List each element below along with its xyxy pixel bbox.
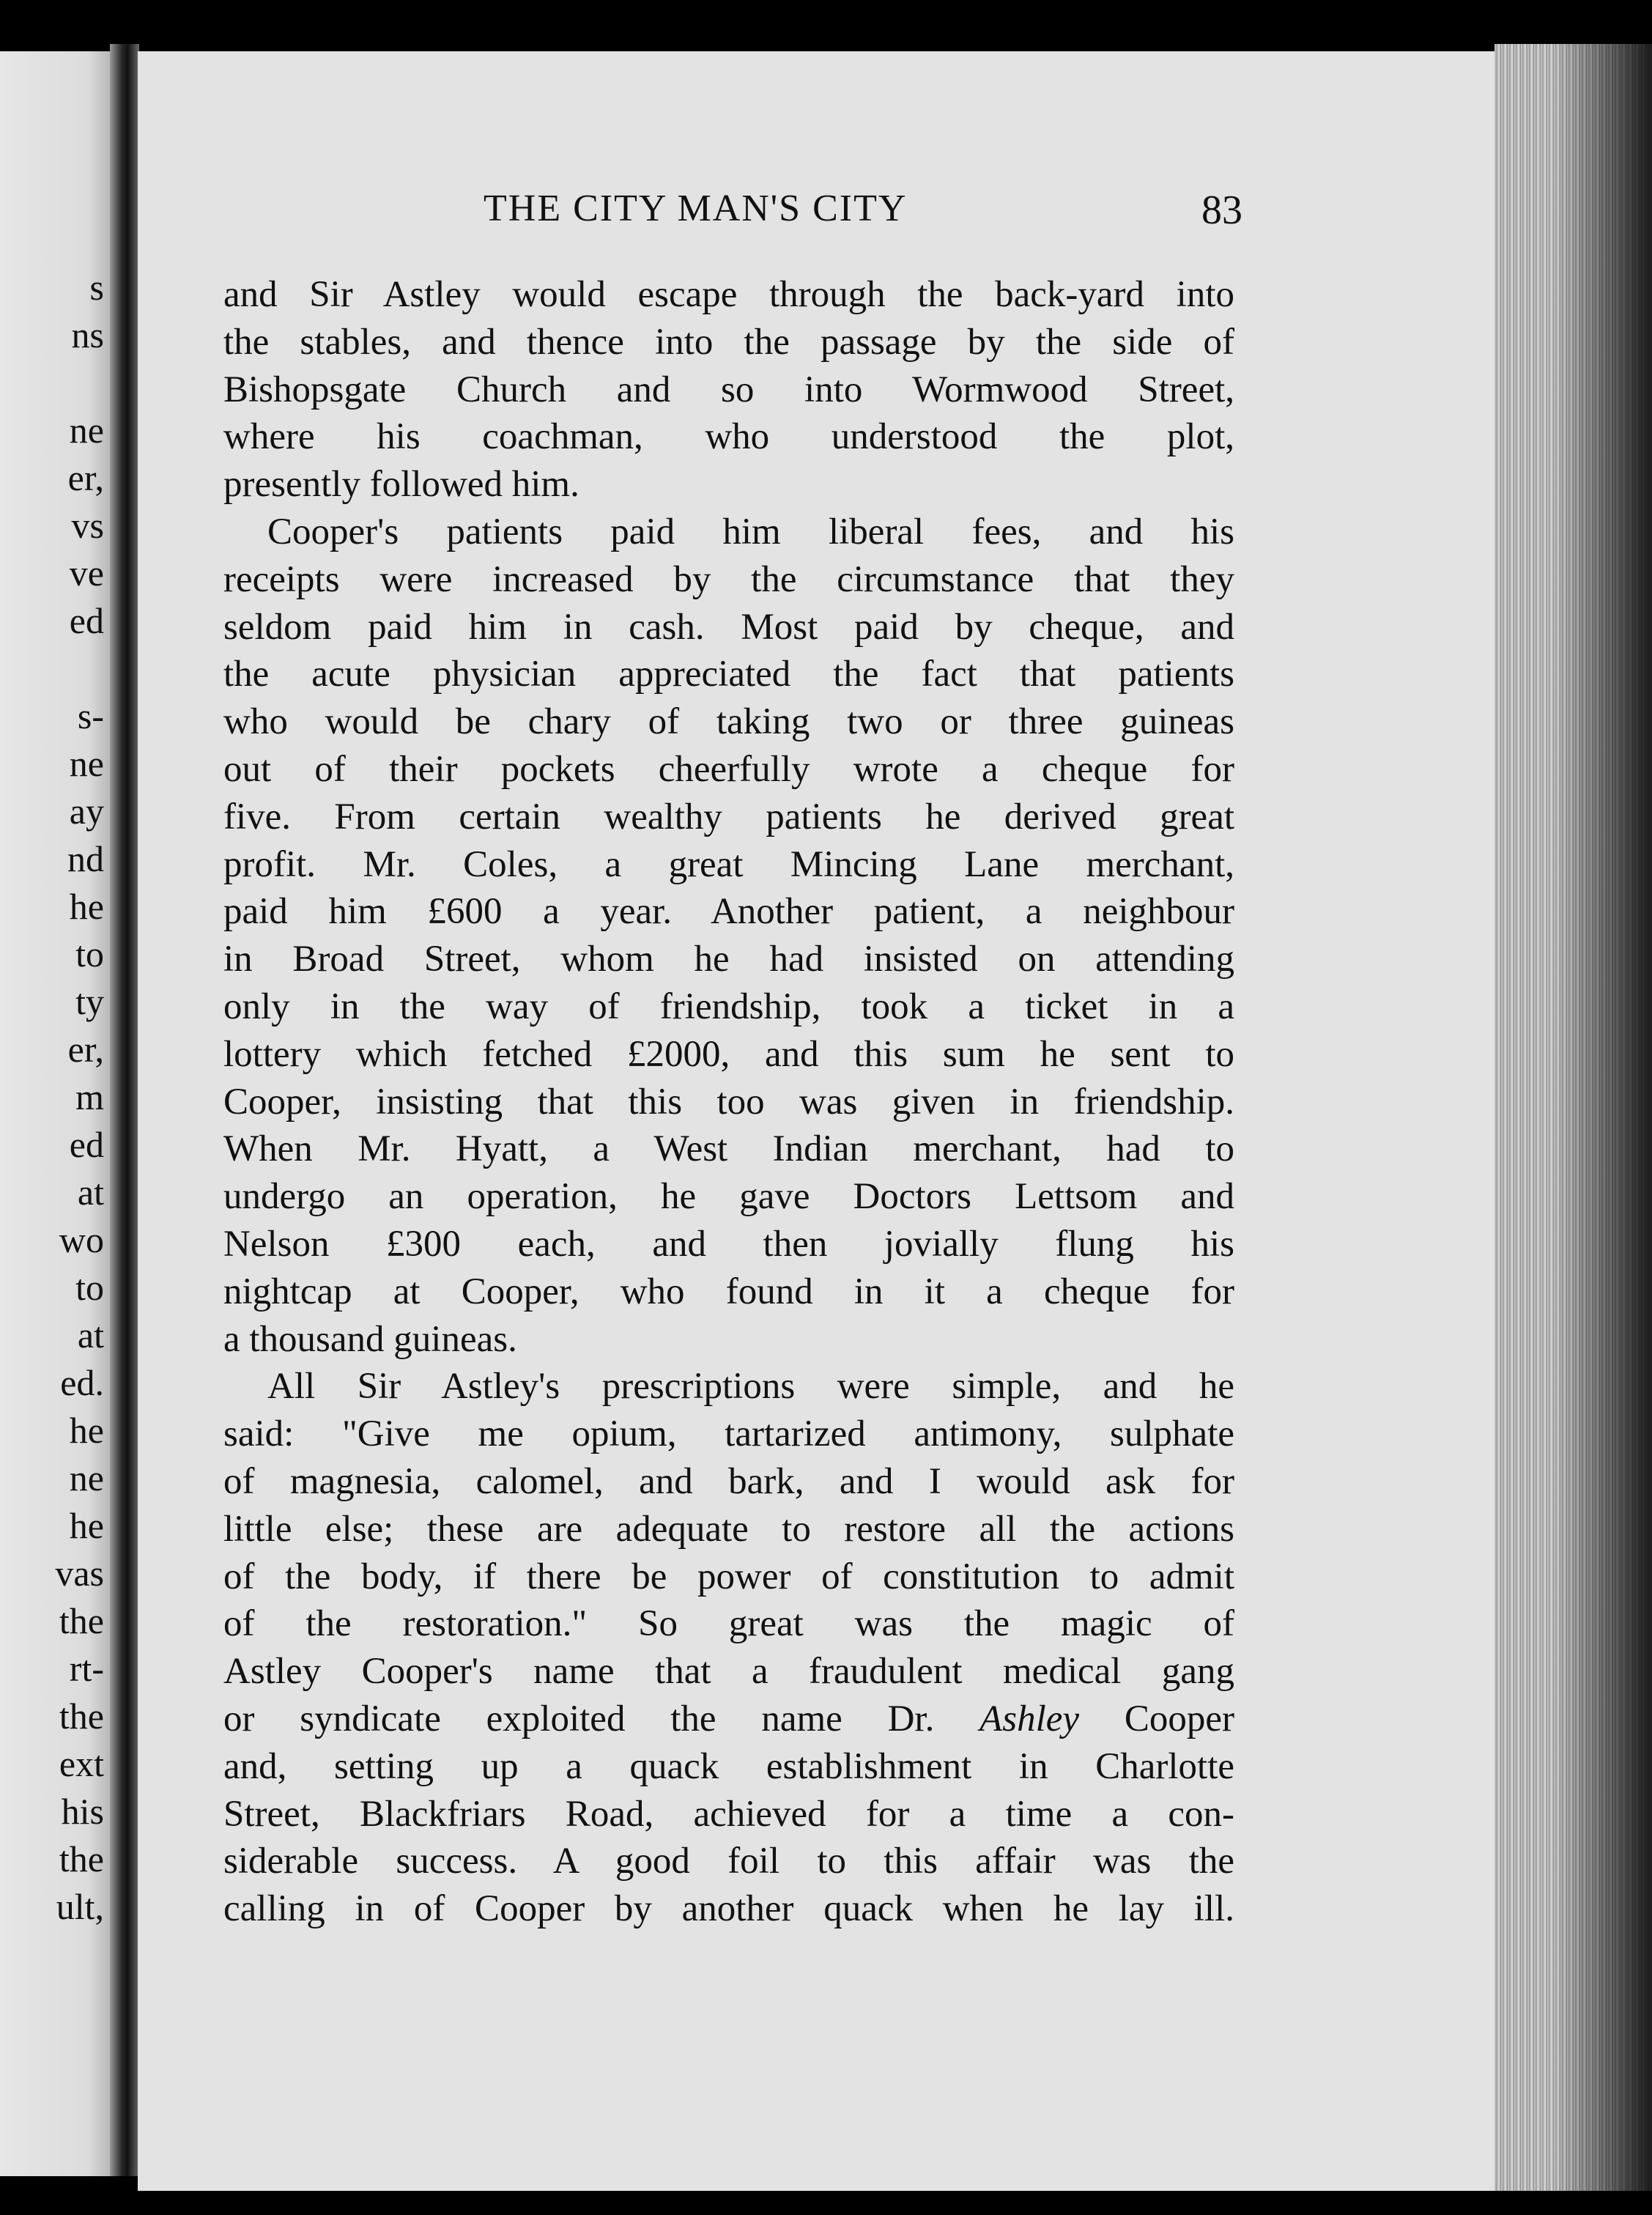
text-line-segment: Cooper	[1079, 1698, 1234, 1739]
previous-page-fragment: s-	[77, 695, 104, 736]
text-line: said: "Give me opium, tartarized antimony, sulphate	[223, 1413, 1234, 1455]
text-line: of the restoration." So great was the magic of	[223, 1603, 1234, 1645]
text-line: Nelson £300 each, and then jovially flung his	[223, 1223, 1234, 1265]
previous-page-fragment: s	[89, 267, 104, 308]
text-line: five. From certain wealthy patients he derived great	[223, 796, 1234, 837]
previous-page-edge	[0, 51, 110, 2176]
page-number: 83	[1201, 188, 1242, 233]
body-text	[223, 271, 1234, 1933]
previous-page-fragment: to	[75, 1267, 104, 1308]
previous-page-fragment: ult,	[56, 1886, 104, 1927]
text-line: calling in of Cooper by another quack when he lay ill.	[223, 1888, 1234, 1930]
text-line: profit. Mr. Coles, a great Mincing Lane merchant,	[223, 843, 1234, 885]
text-line: of the body, if there be power of constitution to admit	[223, 1556, 1234, 1597]
text-line: in Broad Street, whom he had insisted on attending	[223, 939, 1234, 980]
previous-page-fragment: nd	[67, 838, 104, 879]
text-line: Cooper's patients paid him liberal fees, and his	[267, 511, 1234, 552]
text-line-segment: or syndicate exploited the name Dr.	[223, 1698, 980, 1739]
text-line: out of their pockets cheerfully wrote a cheque for	[223, 748, 1234, 790]
previous-page-fragment: ns	[71, 314, 104, 355]
text-line: Bishopsgate Church and so into Wormwood Street,	[223, 369, 1234, 410]
text-line: who would be chary of taking two or three guineas	[223, 701, 1234, 743]
text-line: Cooper, insisting that this too was given in friendship.	[223, 1081, 1234, 1123]
text-line: receipts were increased by the circumstance that they	[223, 558, 1234, 600]
text-line: undergo an operation, he gave Doctors Lettsom and	[223, 1176, 1234, 1218]
previous-page-fragment: ed	[69, 600, 104, 641]
previous-page-fragment: he	[69, 1505, 104, 1546]
running-head: THE CITY MAN'S CITY	[484, 188, 908, 229]
text-line: the acute physician appreciated the fact that patients	[223, 654, 1234, 695]
previous-page-fragment: ext	[59, 1743, 104, 1784]
previous-page-fragment: ne	[69, 743, 104, 784]
previous-page-fragment: to	[75, 933, 104, 975]
book-gutter	[110, 44, 139, 2176]
text-line	[223, 1696, 1234, 1743]
text-line: Astley Cooper's name that a fraudulent medical gang	[223, 1651, 1234, 1693]
previous-page-fragment: the	[59, 1838, 104, 1879]
text-line: of magnesia, calomel, and bark, and I would ask for	[223, 1460, 1234, 1502]
previous-page-text-fragments	[0, 264, 104, 1931]
previous-page-fragment: rt-	[69, 1648, 104, 1689]
text-line: only in the way of friendship, took a ticket in a	[223, 986, 1234, 1027]
text-line: presently followed him.	[223, 464, 579, 506]
previous-page-fragment: ne	[69, 1457, 104, 1498]
previous-page-fragment: vas	[55, 1553, 104, 1594]
previous-page-fragment: ve	[69, 552, 104, 593]
text-line: the stables, and thence into the passage by the side of	[223, 321, 1234, 363]
previous-page-fragment: ty	[75, 981, 104, 1022]
previous-page-fragment: ay	[69, 791, 104, 832]
previous-page-fragment: he	[69, 1410, 104, 1451]
previous-page-fragment: m	[75, 1076, 104, 1117]
text-line: and, setting up a quack establishment in Charlotte	[223, 1745, 1234, 1787]
text-line: lottery which fetched £2000, and this sum he sent to	[223, 1033, 1234, 1075]
text-line: little else; these are adequate to restore all the actions	[223, 1508, 1234, 1550]
previous-page-fragment: he	[69, 886, 104, 927]
text-line: nightcap at Cooper, who found in it a cheque for	[223, 1271, 1234, 1312]
previous-page-fragment: er,	[67, 457, 104, 498]
text-line: and Sir Astley would escape through the back-yard into	[223, 274, 1234, 315]
text-line: where his coachman, who understood the plot,	[223, 416, 1234, 458]
previous-page-fragment: the	[59, 1600, 104, 1641]
previous-page-fragment: vs	[71, 505, 104, 546]
previous-page-fragment: his	[61, 1791, 104, 1832]
previous-page-fragment: the	[59, 1696, 104, 1737]
previous-page-fragment: er,	[67, 1029, 104, 1070]
previous-page-fragment: ed.	[60, 1362, 104, 1403]
text-line: Street, Blackfriars Road, achieved for a time a con-	[223, 1793, 1234, 1835]
text-line: paid him £600 a year. Another patient, a neighbour	[223, 891, 1234, 933]
text-line: siderable success. A good foil to this affair was the	[223, 1841, 1234, 1882]
text-line: seldom paid him in cash. Most paid by cheque, and	[223, 606, 1234, 648]
previous-page-fragment: at	[77, 1314, 104, 1356]
previous-page-fragment: at	[77, 1172, 104, 1213]
text-line: All Sir Astley's prescriptions were simple, and he	[267, 1366, 1234, 1408]
italic-name: Ashley	[979, 1698, 1080, 1739]
page-stack-shadow	[1553, 44, 1652, 2191]
previous-page-fragment: ne	[69, 410, 104, 451]
previous-page-fragment: wo	[59, 1219, 104, 1260]
previous-page-fragment: ed	[69, 1124, 104, 1165]
text-line: When Mr. Hyatt, a West Indian merchant, had to	[223, 1128, 1234, 1170]
text-line: a thousand guineas.	[223, 1318, 517, 1360]
